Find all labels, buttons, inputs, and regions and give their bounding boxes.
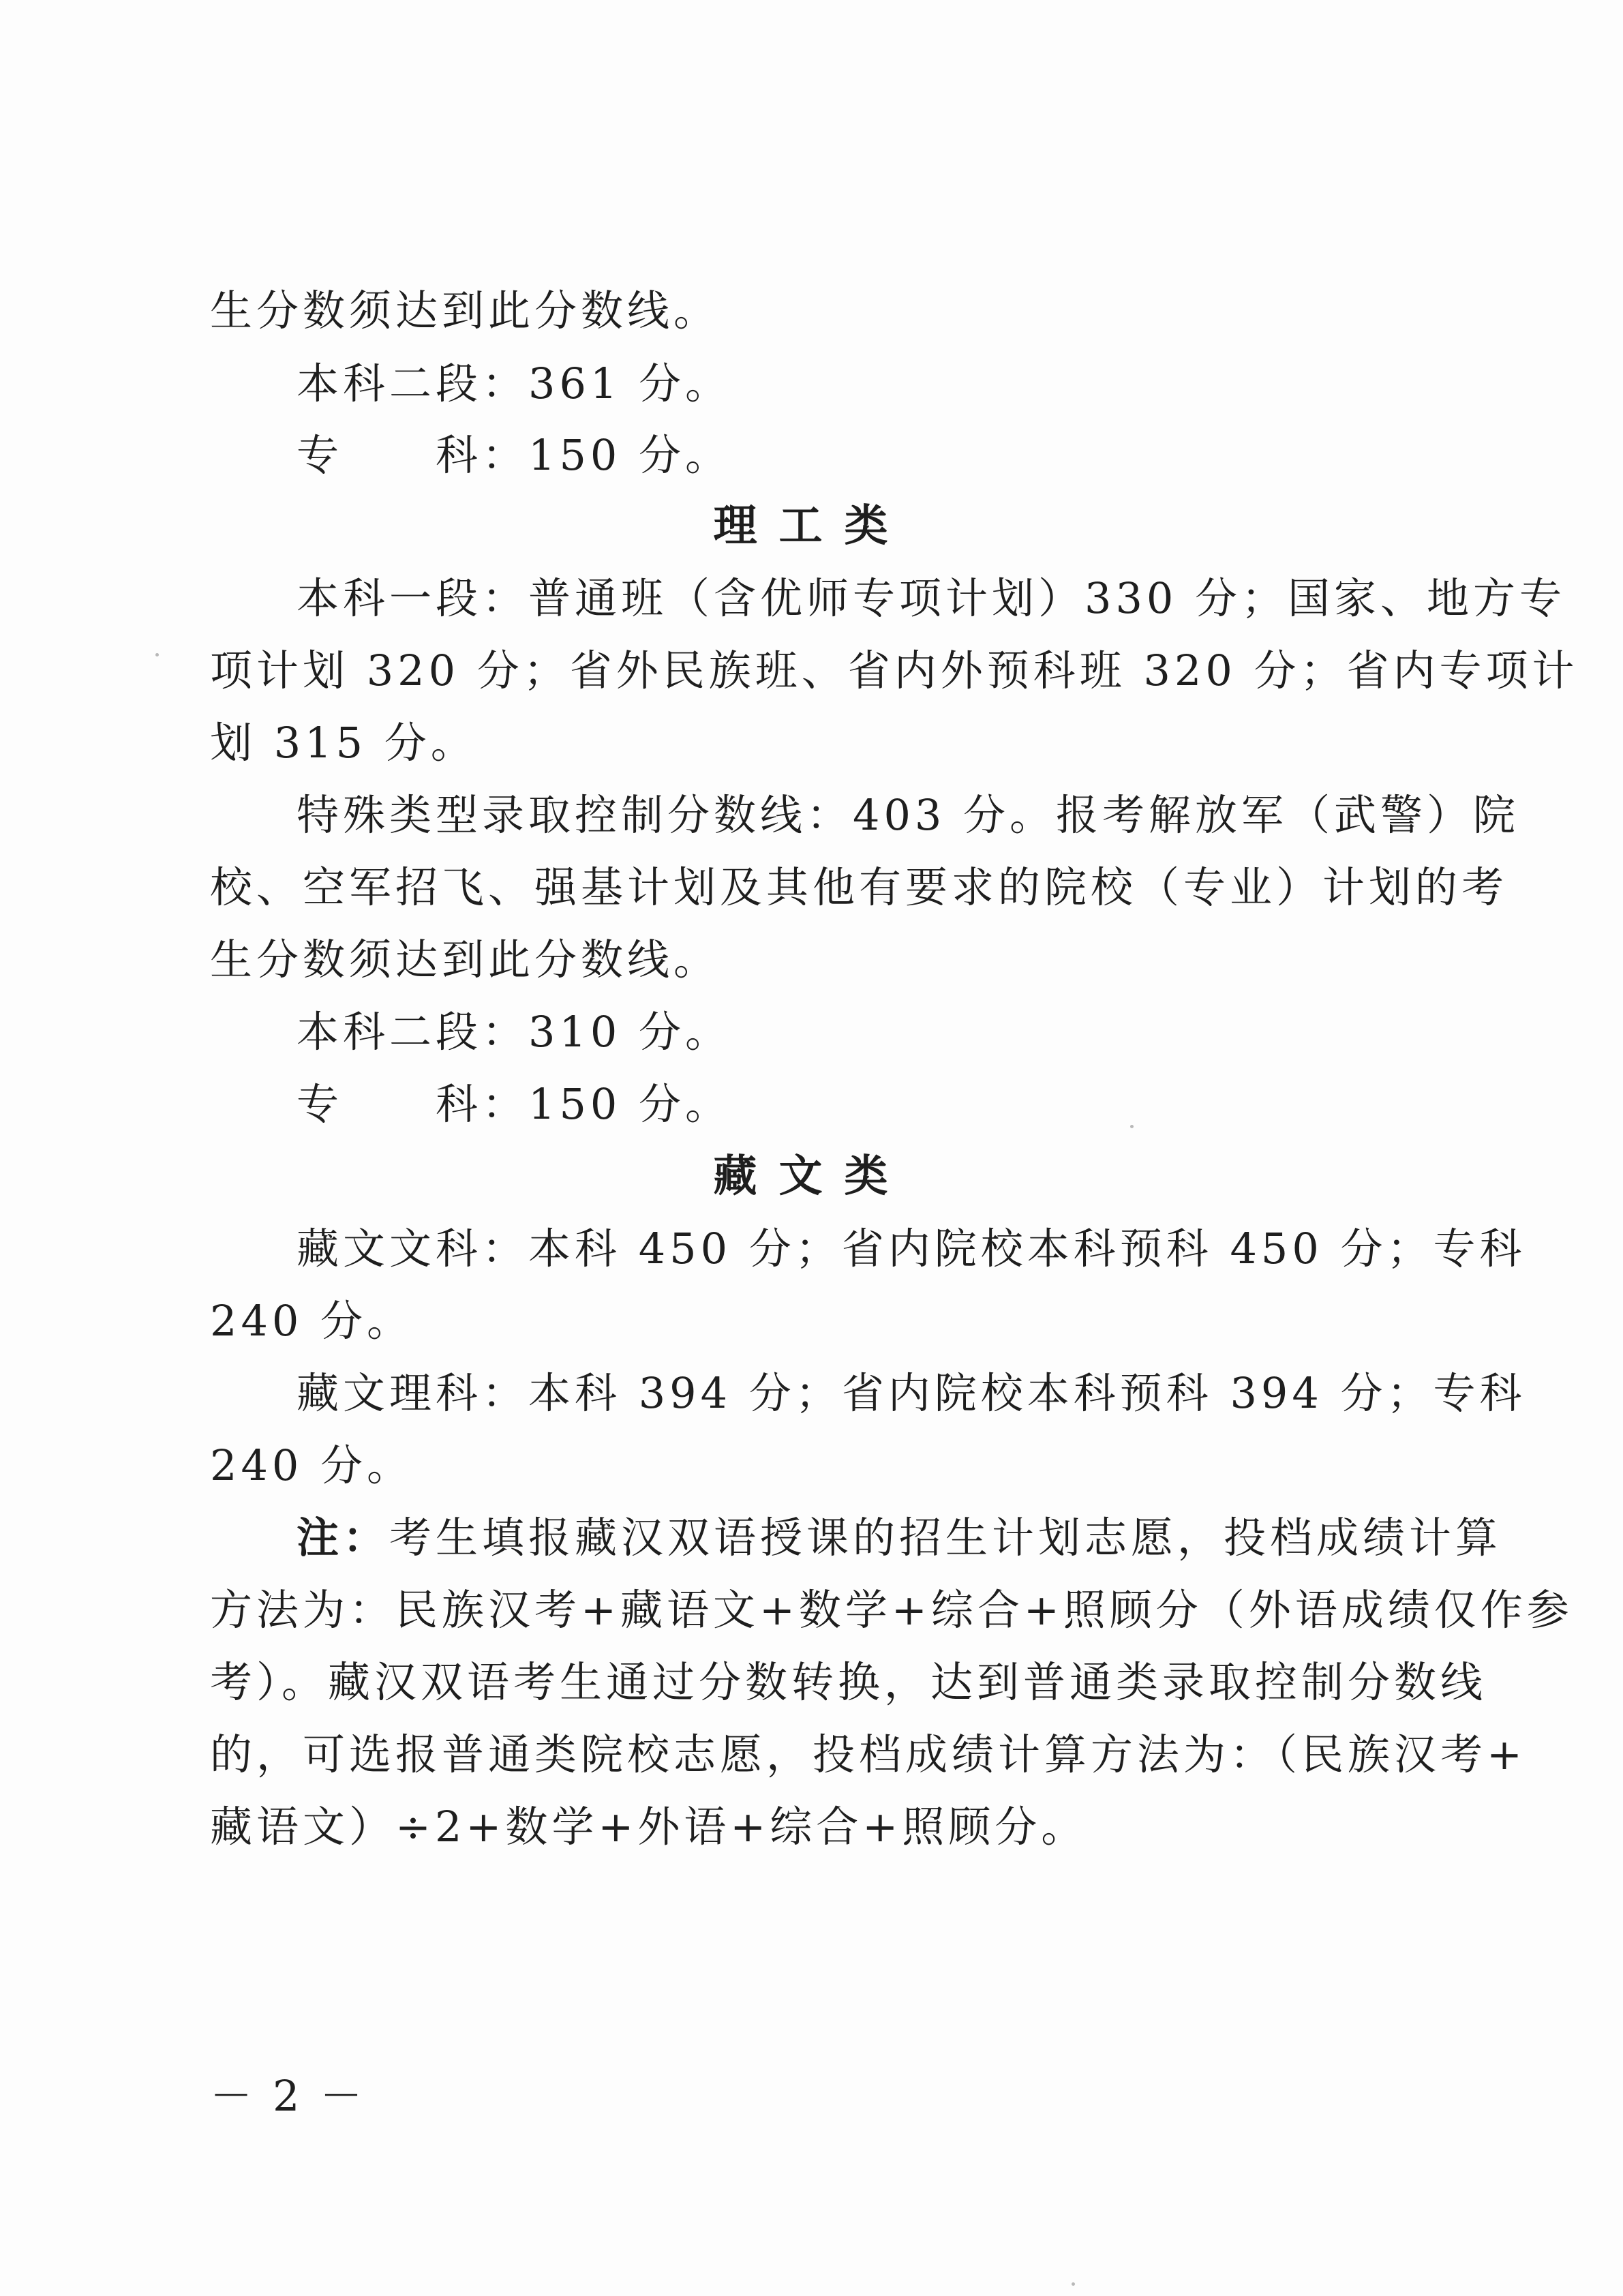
paragraph-line: 本科二段：310 分。 bbox=[297, 1007, 732, 1057]
note-paragraph-first-line bbox=[0, 1511, 1623, 1565]
paragraph-line: 藏文文科：本科 450 分；省内院校本科预科 450 分；专科 bbox=[297, 1224, 1526, 1273]
paragraph-line: 项计划 320 分；省外民族班、省内外预科班 320 分；省内专项计 bbox=[210, 646, 1579, 695]
paragraph-line: 生分数须达到此分数线。 bbox=[210, 286, 721, 335]
paragraph-line: 240 分。 bbox=[210, 1296, 414, 1346]
scan-speck bbox=[1072, 2282, 1075, 2286]
section-heading-tibetan: 藏文类 bbox=[713, 1151, 910, 1202]
paragraph-line: 专 科：150 分。 bbox=[297, 430, 732, 480]
scan-speck bbox=[1130, 1125, 1134, 1128]
note-text: 考生填报藏汉双语授课的招生计划志愿，投档成绩计算 bbox=[389, 1513, 1502, 1562]
paragraph-line: 校、空军招飞、强基计划及其他有要求的院校（专业）计划的考 bbox=[210, 862, 1508, 912]
paragraph-line: 本科二段：361 分。 bbox=[297, 359, 732, 408]
paragraph-line: 特殊类型录取控制分数线：403 分。报考解放军（武警）院 bbox=[297, 790, 1520, 840]
paragraph-line: 考）。藏汉双语考生通过分数转换，达到普通类录取控制分数线 bbox=[210, 1657, 1487, 1707]
paragraph-line: 方法为：民族汉考+藏语文+数学+综合+照顾分（外语成绩仅作参 bbox=[210, 1585, 1573, 1635]
page-number: －2－ bbox=[210, 2071, 383, 2121]
paragraph-line: 本科一段：普通班（含优师专项计划）330 分；国家、地方专 bbox=[297, 573, 1566, 623]
paragraph-line: 生分数须达到此分数线。 bbox=[210, 935, 721, 984]
scan-speck bbox=[155, 653, 159, 656]
section-heading-science: 理工类 bbox=[713, 501, 910, 552]
paragraph-line: 专 科：150 分。 bbox=[297, 1079, 732, 1129]
paragraph-line: 的，可选报普通类院校志愿，投档成绩计算方法为：（民族汉考+ bbox=[210, 1729, 1526, 1779]
paragraph-line: 藏文理科：本科 394 分；省内院校本科预科 394 分；专科 bbox=[297, 1368, 1526, 1418]
paragraph-line: 240 分。 bbox=[210, 1440, 414, 1490]
paragraph-line: 划 315 分。 bbox=[210, 718, 477, 768]
paragraph-line: 藏语文）÷2+数学+外语+综合+照顾分。 bbox=[210, 1802, 1088, 1852]
note-label: 注： bbox=[297, 1513, 390, 1562]
